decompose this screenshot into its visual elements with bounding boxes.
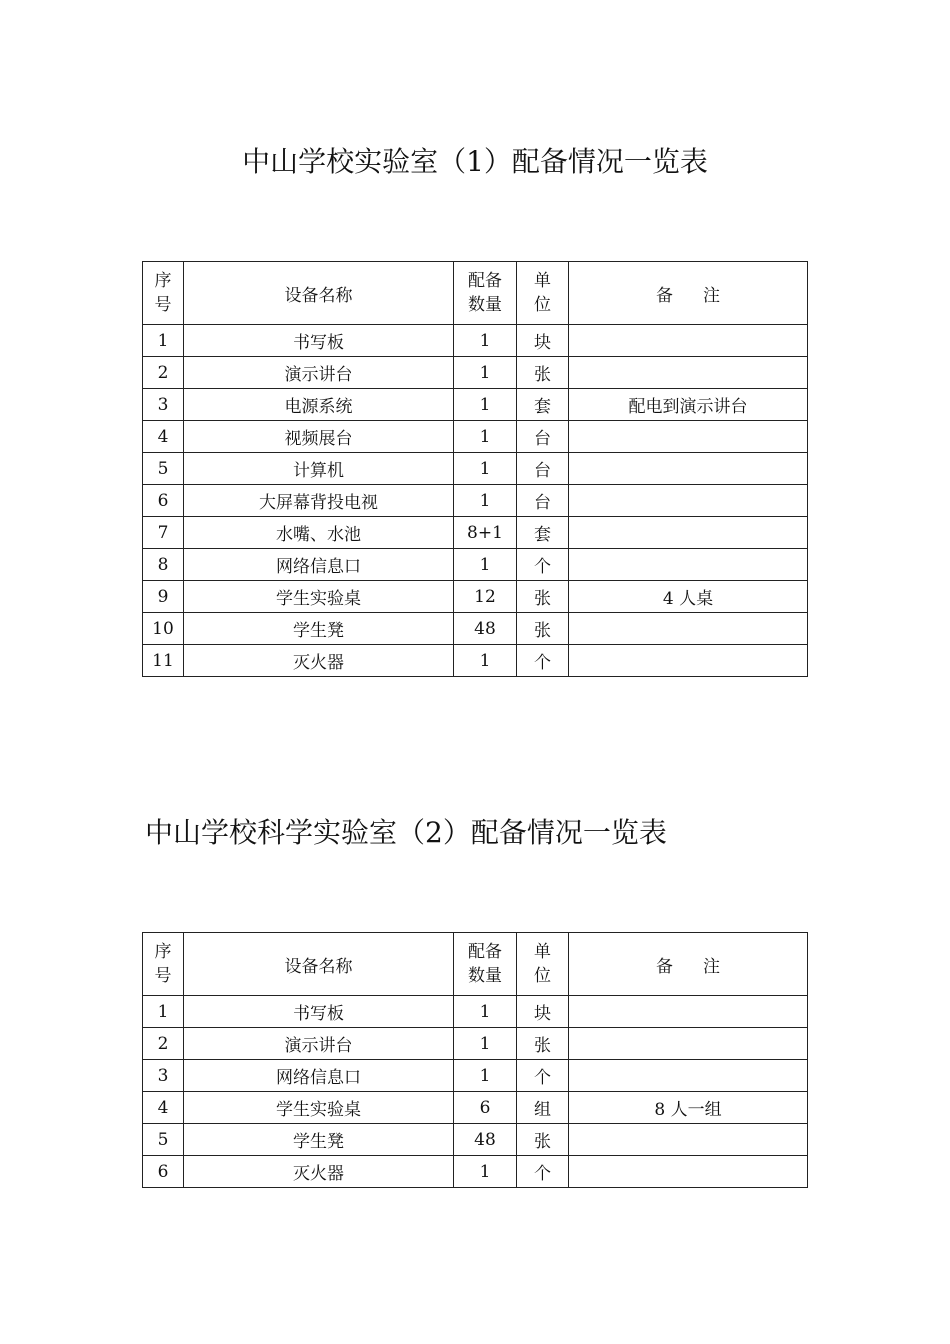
cell-remarks [569,453,808,485]
cell-unit: 个 [517,645,569,677]
cell-unit: 套 [517,389,569,421]
header-serial-number: 序 号 [143,262,184,325]
cell-quantity: 48 [454,613,517,645]
cell-quantity: 1 [454,389,517,421]
table-header-row [143,933,808,996]
table-row [143,581,808,613]
cell-serial-number: 5 [143,1124,184,1156]
cell-quantity: 1 [454,485,517,517]
cell-unit: 个 [517,549,569,581]
cell-remarks [569,1060,808,1092]
cell-unit: 台 [517,453,569,485]
page-title-lab-1: 中山学校实验室（1）配备情况一览表 [242,145,708,178]
cell-remarks [569,357,808,389]
cell-unit: 块 [517,996,569,1028]
cell-remarks: 配电到演示讲台 [569,389,808,421]
table-row [143,453,808,485]
cell-equipment-name: 电源系统 [184,389,454,421]
cell-quantity: 6 [454,1092,517,1124]
cell-equipment-name: 学生凳 [184,613,454,645]
cell-remarks [569,645,808,677]
cell-quantity: 1 [454,421,517,453]
cell-equipment-name: 学生实验桌 [184,581,454,613]
cell-unit: 张 [517,581,569,613]
cell-equipment-name: 学生凳 [184,1124,454,1156]
cell-unit: 张 [517,357,569,389]
cell-quantity: 1 [454,549,517,581]
equipment-table-lab-2 [142,932,808,1188]
cell-unit: 张 [517,1028,569,1060]
table-row [143,1156,808,1188]
table-row [143,421,808,453]
cell-serial-number: 2 [143,357,184,389]
cell-serial-number: 10 [143,613,184,645]
header-equipment-name: 设备名称 [184,262,454,325]
cell-remarks: 8 人一组 [569,1092,808,1124]
table-row [143,485,808,517]
cell-quantity: 1 [454,325,517,357]
table-row [143,549,808,581]
cell-equipment-name: 书写板 [184,996,454,1028]
cell-quantity: 48 [454,1124,517,1156]
table-row [143,325,808,357]
cell-quantity: 1 [454,996,517,1028]
cell-equipment-name: 大屏幕背投电视 [184,485,454,517]
cell-serial-number: 5 [143,453,184,485]
page-title-lab-2: 中山学校科学实验室（2）配备情况一览表 [145,816,667,849]
cell-equipment-name: 灭火器 [184,645,454,677]
cell-remarks [569,1124,808,1156]
table-row [143,1028,808,1060]
table-row [143,1124,808,1156]
cell-unit: 台 [517,421,569,453]
table-row [143,517,808,549]
cell-serial-number: 3 [143,1060,184,1092]
cell-equipment-name: 演示讲台 [184,1028,454,1060]
cell-equipment-name: 学生实验桌 [184,1092,454,1124]
cell-serial-number: 6 [143,1156,184,1188]
table-row [143,1092,808,1124]
cell-serial-number: 1 [143,325,184,357]
table-row [143,645,808,677]
cell-serial-number: 8 [143,549,184,581]
cell-remarks [569,485,808,517]
cell-remarks [569,996,808,1028]
cell-quantity: 12 [454,581,517,613]
cell-unit: 块 [517,325,569,357]
cell-equipment-name: 网络信息口 [184,549,454,581]
cell-serial-number: 1 [143,996,184,1028]
cell-equipment-name: 灭火器 [184,1156,454,1188]
cell-serial-number: 6 [143,485,184,517]
cell-unit: 个 [517,1060,569,1092]
cell-quantity: 1 [454,453,517,485]
cell-unit: 套 [517,517,569,549]
cell-equipment-name: 计算机 [184,453,454,485]
header-unit: 单 位 [517,933,569,996]
equipment-table-lab-1 [142,261,808,677]
cell-serial-number: 9 [143,581,184,613]
cell-equipment-name: 书写板 [184,325,454,357]
cell-quantity: 1 [454,1156,517,1188]
cell-remarks [569,549,808,581]
cell-unit: 张 [517,1124,569,1156]
cell-remarks [569,325,808,357]
header-serial-number: 序 号 [143,933,184,996]
cell-quantity: 1 [454,357,517,389]
cell-quantity: 8+1 [454,517,517,549]
cell-quantity: 1 [454,1028,517,1060]
cell-equipment-name: 水嘴、水池 [184,517,454,549]
table-row [143,389,808,421]
cell-unit: 组 [517,1092,569,1124]
cell-remarks [569,421,808,453]
cell-remarks [569,1028,808,1060]
cell-remarks [569,1156,808,1188]
cell-serial-number: 4 [143,1092,184,1124]
cell-equipment-name: 网络信息口 [184,1060,454,1092]
cell-unit: 个 [517,1156,569,1188]
cell-equipment-name: 演示讲台 [184,357,454,389]
cell-quantity: 1 [454,645,517,677]
cell-serial-number: 4 [143,421,184,453]
table-header-row [143,262,808,325]
header-remarks: 备 注 [569,262,808,325]
cell-quantity: 1 [454,1060,517,1092]
header-quantity: 配备 数量 [454,933,517,996]
cell-unit: 张 [517,613,569,645]
cell-remarks [569,613,808,645]
cell-serial-number: 2 [143,1028,184,1060]
cell-serial-number: 11 [143,645,184,677]
header-quantity: 配备 数量 [454,262,517,325]
header-remarks: 备 注 [569,933,808,996]
table-row [143,357,808,389]
cell-equipment-name: 视频展台 [184,421,454,453]
table-row [143,613,808,645]
cell-remarks: 4 人桌 [569,581,808,613]
header-equipment-name: 设备名称 [184,933,454,996]
table-row [143,996,808,1028]
cell-remarks [569,517,808,549]
cell-unit: 台 [517,485,569,517]
cell-serial-number: 7 [143,517,184,549]
table-row [143,1060,808,1092]
cell-serial-number: 3 [143,389,184,421]
header-unit: 单 位 [517,262,569,325]
